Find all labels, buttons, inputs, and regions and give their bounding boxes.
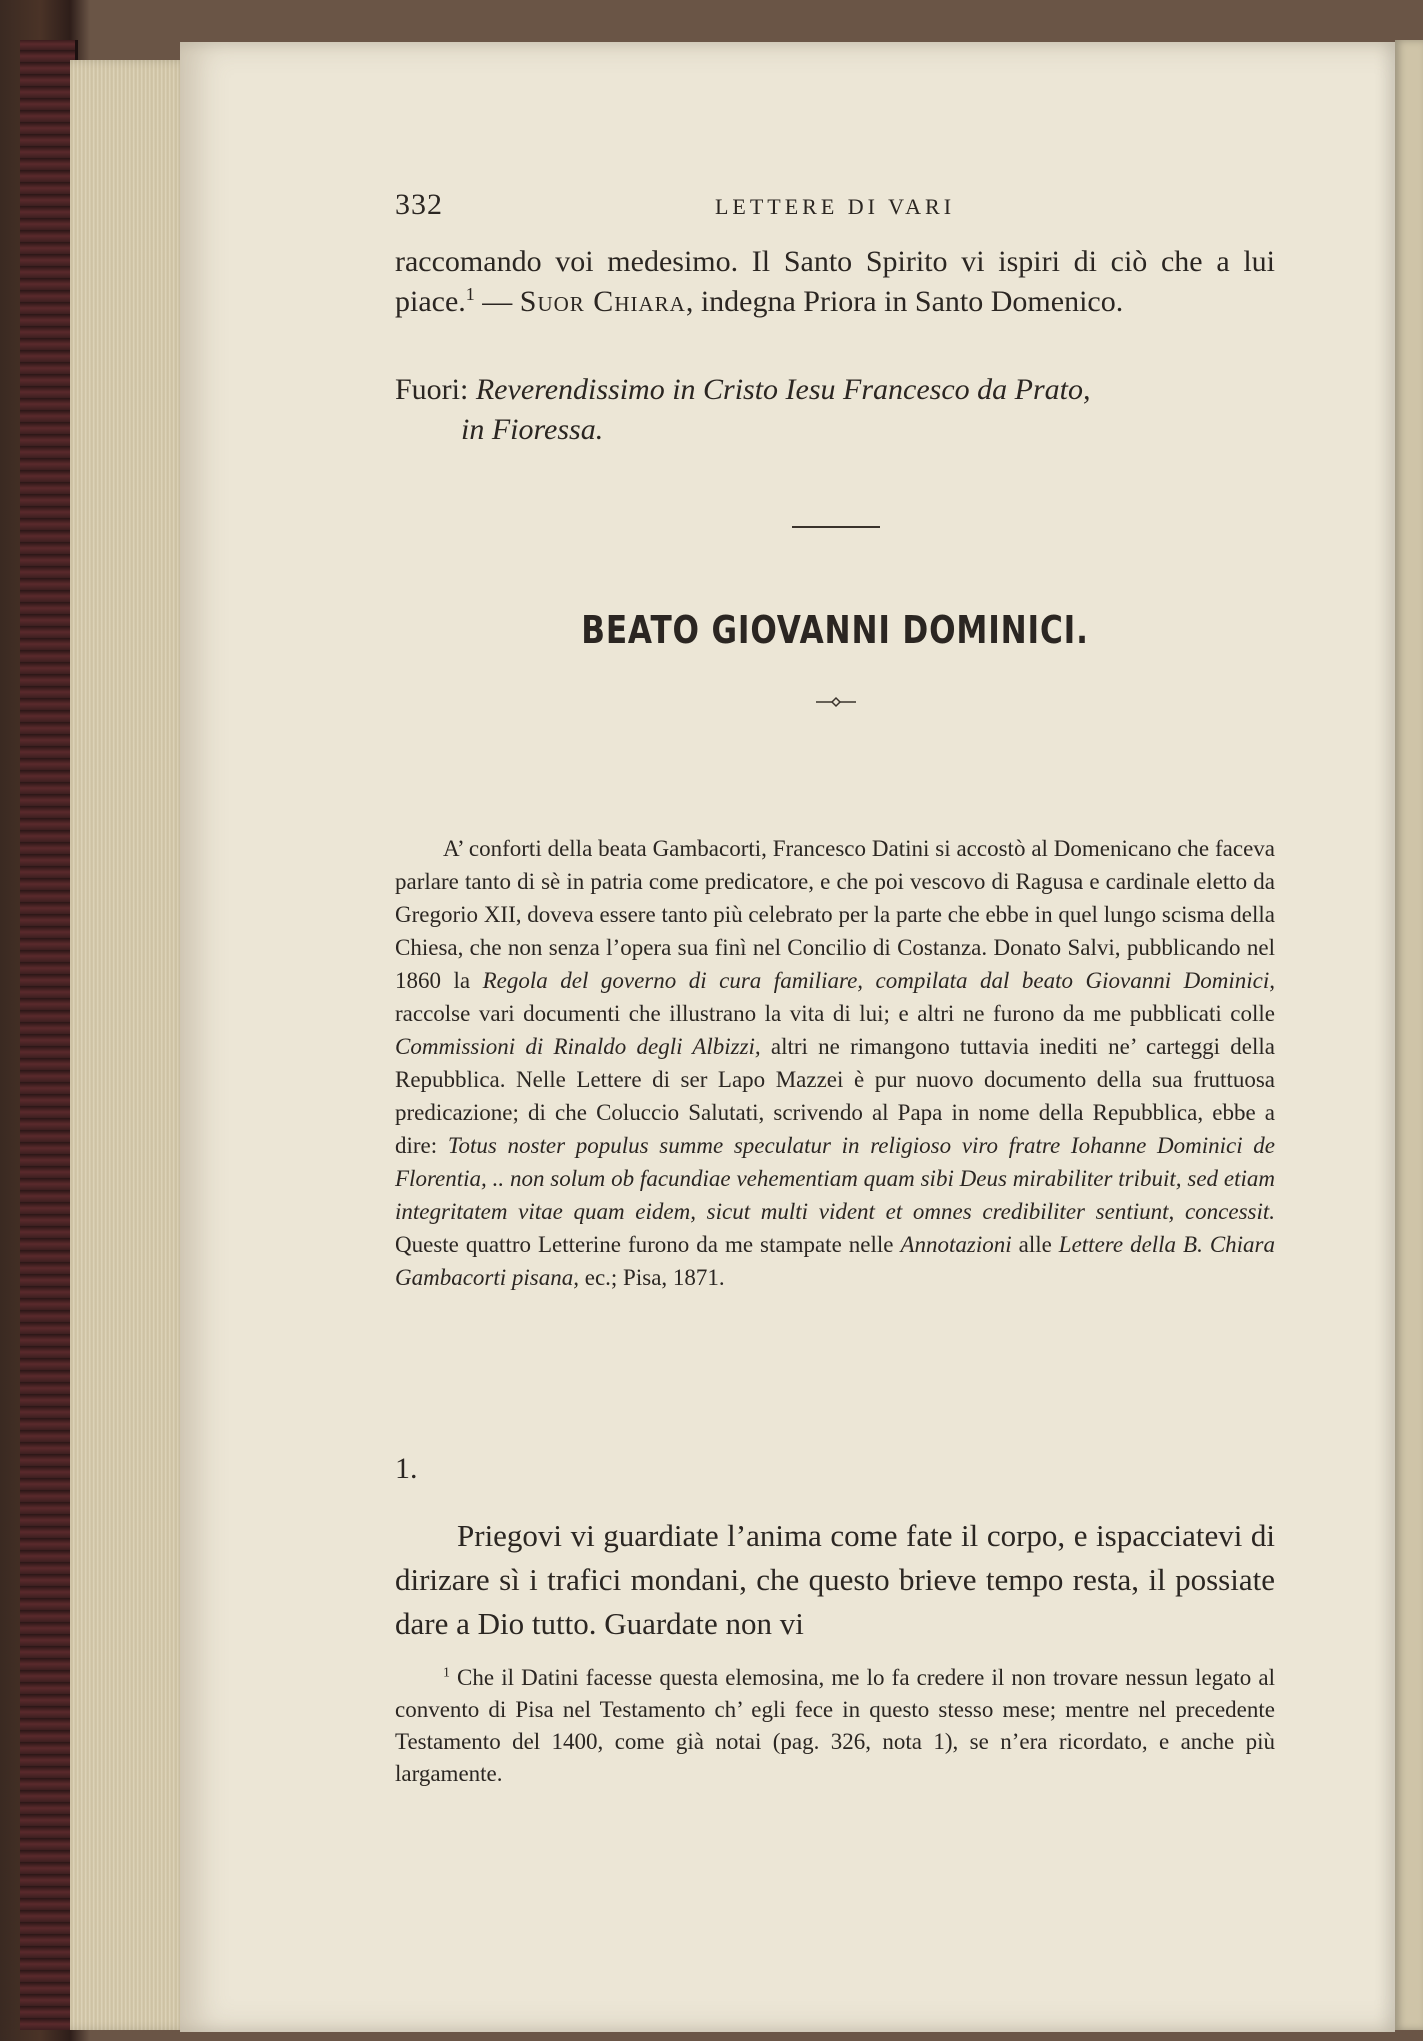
ornament-icon bbox=[814, 692, 858, 712]
intro-latin-quote: Totus noster populus summe speculatur in religioso viro fratre Iohanne Dominici de Florentia, .. non solum ob facundiae vehementiam quam sibi Deus mirabiliter tribuit, sed etiam integritatem vitae quam eidem, sicut multi vident et omnes credibiliter sentiunt, concessit. bbox=[395, 1133, 1275, 1224]
book-page bbox=[180, 42, 1395, 2032]
footnote-text: Che il Datini facesse questa elemosina, me lo fa credere il non trovare nessun legato al convento di Pisa nel Testamento ch’ egli fece in questo stesso mese; mentre nel precedente Testamento del 1400, come già notai (pag. 326, nota 1), se n’era ricordato, e anche più largamente. bbox=[395, 1665, 1275, 1786]
intro-text-1: A’ conforti della beata Gambacorti, Francesco Datini si accostò al Domenicano che faceva parlare tanto di sè in patria come predicatore, e che poi vescovo di Ragusa e cardinale eletto da Gregorio XII, doveva essere tanto più celebrato per la parte che ebbe in quel lungo scisma della Chiesa, che non senza l’opera sua finì nel Concilio di Costanza. Donato Salvi, pubblicando nel 1860 la bbox=[395, 836, 1275, 993]
letter-text: Priegovi vi guardiate l’anima come fate il corpo, e ispacciatevi di dirizare sì i trafici mondani, che questo brieve tempo resta, il possiate dare a Dio tutto. Guardate non vi bbox=[395, 1518, 1275, 1641]
footnote bbox=[395, 1662, 1275, 1790]
address-line-2: in Fioressa. bbox=[461, 413, 604, 446]
footnote-reference: 1 bbox=[465, 284, 475, 304]
outside-label: Fuori: bbox=[395, 373, 469, 406]
page-edges bbox=[70, 60, 190, 2030]
letter-number: 1. bbox=[395, 1452, 418, 1485]
continuation-text: raccomando voi medesimo. Il Santo Spirito vi ispiri di ciò che a lui piace. bbox=[395, 245, 1275, 318]
intro-text-6: ec.; Pisa, 1871. bbox=[579, 1265, 725, 1290]
signature: Suor Chiara bbox=[519, 285, 686, 318]
dash: — bbox=[474, 285, 520, 318]
page-number: 332 bbox=[395, 188, 443, 221]
intro-text-5: alle bbox=[1011, 1232, 1059, 1257]
running-title: LETTERE DI VARI bbox=[714, 194, 956, 219]
section-divider bbox=[792, 526, 880, 528]
intro-italic-5: Lettere della B. Chiara Gambacorti pisana, bbox=[395, 1232, 1276, 1290]
intro-italic-4: Annotazioni bbox=[900, 1232, 1012, 1257]
adjacent-page-edge bbox=[1395, 40, 1423, 2030]
running-head bbox=[395, 188, 1275, 228]
intro-text-2: raccolse vari documenti che illustrano la vita di lui; e altri ne furono da me pubblicati colle bbox=[395, 1001, 1275, 1026]
intro-text-4: Queste quattro Letterine furono da me stampate nelle bbox=[395, 1232, 901, 1257]
intro-text-3: altri ne rimangono tuttavia inediti ne’ carteggi della Repubblica. Nelle Lettere di ser Lapo Mazzei è pur nuovo documento della sua fruttuosa predicazione; di che Coluccio Salutati, scrivendo al Papa in nome della Repubblica, ebbe a dire: bbox=[395, 1034, 1275, 1158]
introduction-paragraph bbox=[395, 832, 1275, 1294]
outside-address bbox=[395, 370, 1275, 450]
intro-italic-1: Regola del governo di cura familiare, compilata dal beato Giovanni Dominici, bbox=[482, 968, 1275, 993]
signature-title: , indegna Priora in Santo Domenico. bbox=[685, 285, 1124, 318]
footnote-marker: 1 bbox=[443, 1664, 450, 1680]
intro-italic-2: Commissioni di Rinaldo degli Albizzi, bbox=[395, 1034, 761, 1059]
address-line-1: Reverendissimo in Cristo Iesu Francesco da Prato, bbox=[475, 373, 1091, 406]
continuation-paragraph bbox=[395, 242, 1275, 322]
letter-body bbox=[395, 1514, 1275, 1646]
section-title: BEATO GIOVANNI DOMINICI. bbox=[581, 608, 1089, 652]
